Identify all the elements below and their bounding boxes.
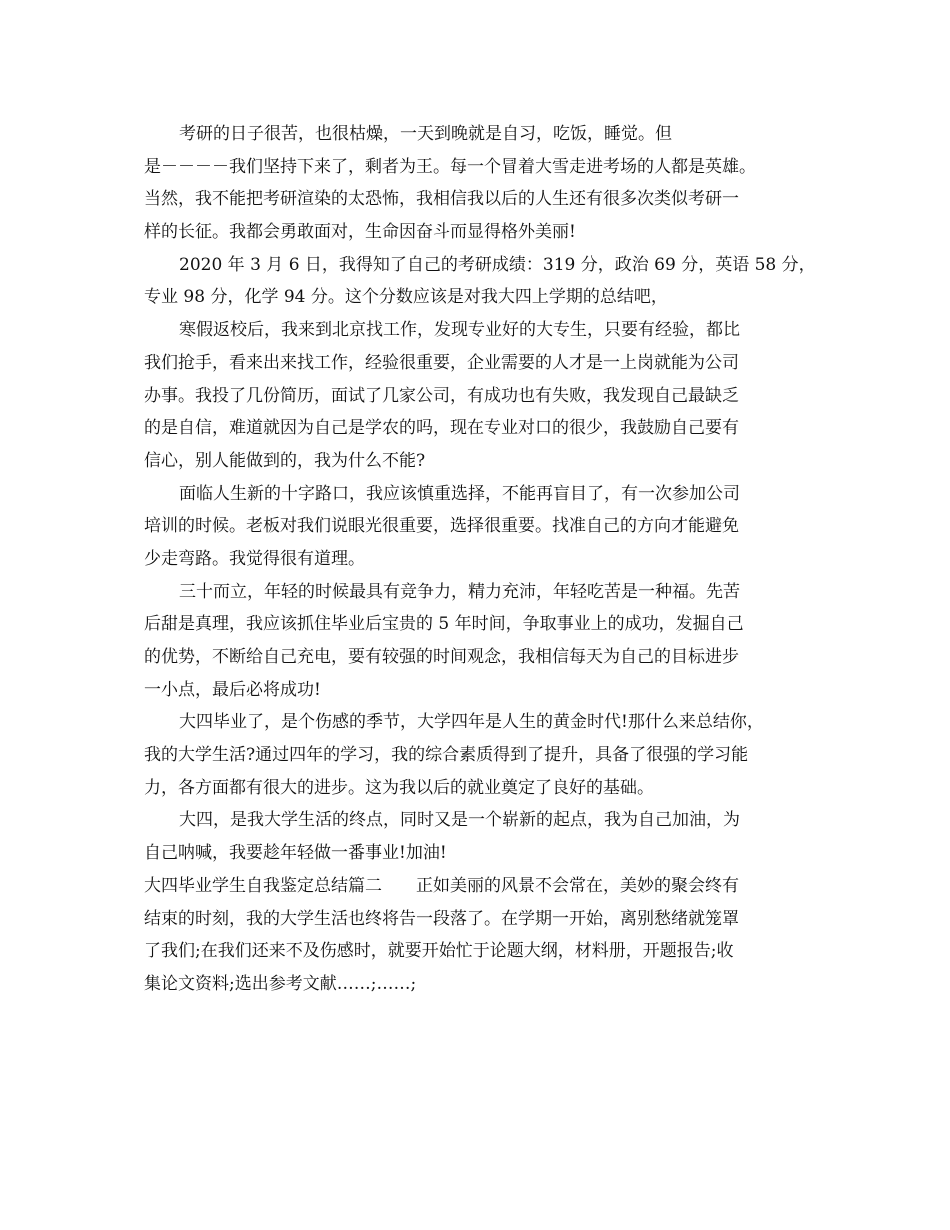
paragraph-line: 样的长征。我都会勇敢面对，生命因奋斗而显得格外美丽!: [144, 222, 576, 243]
paragraph-line: 一小点，最后必将成功!: [144, 679, 321, 700]
paragraph-line: 我们抢手，看来出来找工作，经验很重要，企业需要的人才是一上岗就能为公司: [144, 352, 739, 373]
document-body: [144, 118, 814, 1001]
paragraph-first-line: 三十而立，年轻的时候最具有竞争力，精力充沛，年轻吃苦是一种福。先苦: [179, 581, 740, 602]
paragraph-line: 自己呐喊，我要趁年轻做一番事业!加油!: [144, 843, 447, 864]
paragraph-line: 的是自信，难道就因为自己是学农的吗，现在专业对口的很少，我鼓励自己要有: [144, 418, 739, 439]
paragraph-first-line: 大四毕业了，是个伤感的季节，大学四年是人生的黄金时代!那什么来总结你，: [179, 712, 764, 733]
paragraph-line: 集论文资料;选出参考文献……;……;: [144, 973, 417, 994]
paragraph-line: 培训的时候。老板对我们说眼光很重要，选择很重要。找准自己的方向才能避免: [144, 516, 739, 537]
paragraph-first-line: 大四，是我大学生活的终点，同时又是一个崭新的起点，我为自己加油，为: [179, 810, 740, 831]
paragraph-line: 结束的时刻，我的大学生活也终将告一段落了。在学期一开始，离别愁绪就笼罩: [144, 908, 739, 929]
paragraph-line: 我的大学生活?通过四年的学习，我的综合素质得到了提升，具备了很强的学习能: [144, 745, 749, 766]
paragraph-line: 少走弯路。我觉得很有道理。: [144, 548, 365, 569]
paragraph-first-line: 2020 年 3 月 6 日，我得知了自己的考研成绩：319 分，政治 69 分，英语 58 分，: [179, 254, 816, 275]
paragraph-line: 信心，别人能做到的，我为什么不能?: [144, 450, 426, 471]
paragraph-line: 是－－－－我们坚持下来了，剩者为王。每一个冒着大雪走进考场的人都是英雄。: [144, 156, 756, 177]
paragraph-line: 大四毕业学生自我鉴定总结篇二 正如美丽的风景不会常在，美妙的聚会终有: [144, 875, 739, 896]
paragraph-line: 的优势，不断给自己充电，要有较强的时间观念，我相信每天为自己的目标进步: [144, 647, 739, 667]
paragraph-line: 办事。我投了几份简历，面试了几家公司，有成功也有失败，我发现自己最缺乏: [144, 385, 739, 406]
paragraph-line: 力，各方面都有很大的进步。这为我以后的就业奠定了良好的基础。: [144, 777, 654, 798]
paragraph-line: 当然，我不能把考研渲染的太恐怖，我相信我以后的人生还有很多次类似考研一: [144, 189, 739, 210]
paragraph-first-line: 考研的日子很苦，也很枯燥，一天到晚就是自习，吃饭，睡觉。但: [179, 124, 672, 144]
paragraph-line: 后甜是真理，我应该抓住毕业后宝贵的 5 年时间，争取事业上的成功，发掘自己: [144, 614, 744, 635]
paragraph-line: 了我们;在我们还来不及伤感时，就要开始忙于论题大纲，材料册，开题报告;收: [144, 941, 734, 962]
paragraph-line: 专业 98 分，化学 94 分。这个分数应该是对我大四上学期的总结吧，: [144, 287, 668, 308]
paragraph-first-line: 面临人生新的十字路口，我应该慎重选择，不能再盲目了，有一次参加公司: [179, 483, 740, 504]
paragraph-first-line: 寒假返校后，我来到北京找工作，发现专业好的大专生，只要有经验，都比: [179, 320, 740, 341]
